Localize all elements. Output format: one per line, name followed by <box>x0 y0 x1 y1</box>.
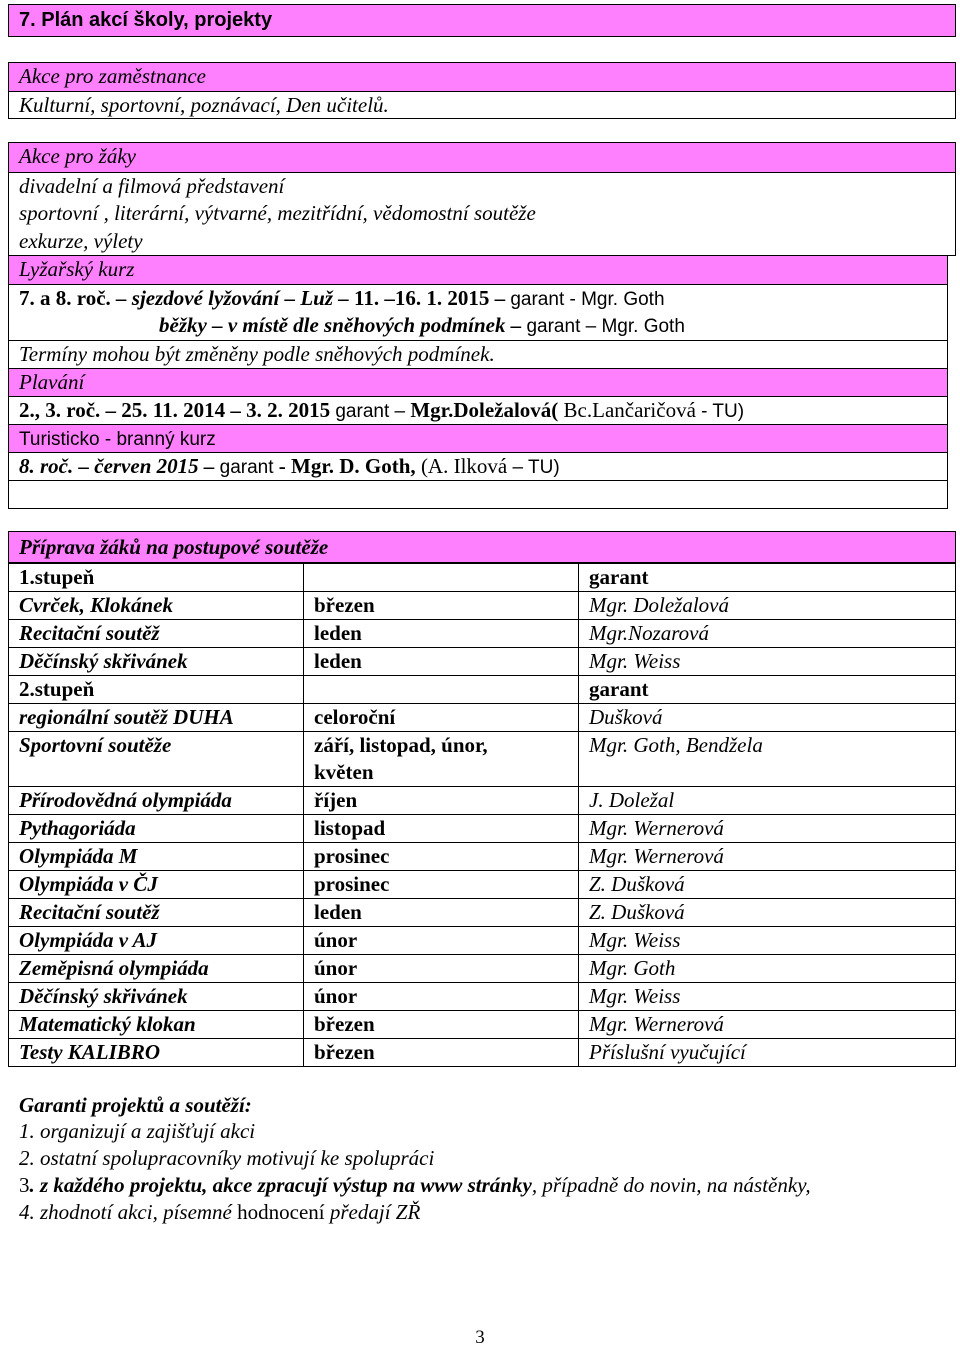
competition-name-text: Děčínský skřivánek <box>19 984 188 1008</box>
prep-header <box>8 531 956 563</box>
tour-course-dates: 8. roč. – červen 2015 – <box>19 454 220 478</box>
competition-month-text: leden <box>314 900 362 924</box>
competition-name <box>9 927 304 955</box>
competition-name <box>9 648 304 676</box>
ski-course-title: Lyžařský kurz <box>9 256 947 284</box>
swim-course-line <box>9 396 947 424</box>
competition-name-text: Děčínský skřivánek <box>19 649 188 673</box>
staff-events-box <box>8 62 956 119</box>
staff-events-title: Akce pro zaměstnance <box>9 63 955 91</box>
competition-garant-text: Mgr. Weiss <box>589 649 681 673</box>
table-row <box>9 1039 956 1067</box>
competition-garant-text: Z. Dušková <box>589 872 685 896</box>
tour-course-title-text: Turisticko - branný kurz <box>19 429 216 450</box>
competition-month <box>304 815 579 843</box>
table-row <box>9 899 956 927</box>
tour-course-title <box>9 424 947 452</box>
competition-name-text: Olympiáda v AJ <box>19 928 158 952</box>
competition-month <box>304 620 579 648</box>
guarantors-item4-b: hodnocení <box>237 1200 325 1224</box>
ski-course-dates: 11. –16. 1. 2015 – <box>354 286 511 310</box>
ski-course-garant2: garant – Mgr. Goth <box>526 316 685 337</box>
pupil-events-line: exkurze, výlety <box>19 229 143 253</box>
competition-garant-text: garant <box>589 677 649 701</box>
section-heading: 7. Plán akcí školy, projekty <box>8 4 956 37</box>
competition-month <box>304 1039 579 1067</box>
swim-course-tu: - TU) <box>695 401 745 422</box>
competition-garant <box>579 871 956 899</box>
swim-course-dates: 2., 3. roč. – 25. 11. 2014 – 3. 2. 2015 <box>19 398 336 422</box>
competition-garant <box>579 1011 956 1039</box>
competition-garant <box>579 704 956 732</box>
table-row <box>9 1011 956 1039</box>
guarantors-item3-bold: . z každého projektu, akce zpracují výstup na www stránky <box>29 1173 532 1197</box>
guarantors-title: Garanti projektů a soutěží: <box>19 1093 252 1117</box>
competition-month-text: prosinec <box>314 844 390 868</box>
competition-name <box>9 1011 304 1039</box>
competition-name-text: 1.stupeň <box>19 565 95 589</box>
competition-month-text: celoroční <box>314 705 396 729</box>
competition-garant-text: Mgr. Wernerová <box>589 844 724 868</box>
ski-course-grades: 7. a 8. roč. <box>19 286 111 310</box>
competition-month-text: září, listopad, únor, <box>314 733 488 757</box>
competition-month <box>304 955 579 983</box>
competition-garant <box>579 815 956 843</box>
competition-garant <box>579 620 956 648</box>
competition-name <box>9 592 304 620</box>
competition-month-text-2: květen <box>314 760 374 784</box>
competition-month <box>304 1011 579 1039</box>
pupil-events-line: sportovní , literární, výtvarné, mezitřídní, vědomostní soutěže <box>19 201 536 225</box>
table-row <box>9 648 956 676</box>
table-row <box>9 843 956 871</box>
competition-name <box>9 983 304 1011</box>
competition-month-text: únor <box>314 928 358 952</box>
competition-garant <box>579 676 956 704</box>
table-row <box>9 815 956 843</box>
competition-month-text: leden <box>314 649 362 673</box>
competition-name-text: regionální soutěž DUHA <box>19 705 234 729</box>
competition-month-text: březen <box>314 593 375 617</box>
competition-garant <box>579 843 956 871</box>
competition-garant-text: Mgr.Nozarová <box>589 621 709 645</box>
competition-month <box>304 787 579 815</box>
competitions-table <box>8 563 956 1067</box>
competition-name-text: Olympiáda M <box>19 844 138 868</box>
table-row <box>9 732 956 787</box>
competition-name <box>9 732 304 787</box>
table-row <box>9 592 956 620</box>
pupil-events-line: divadelní a filmová představení <box>9 172 955 200</box>
swim-course-teacher-name: Mgr.Doležalová( <box>410 398 564 422</box>
swim-course-teacher <box>410 398 563 422</box>
guarantors-item4-a: 4. zhodnotí akci, písemné <box>19 1200 238 1224</box>
competition-garant-text: Mgr. Wernerová <box>589 816 724 840</box>
guarantors-item: 2. ostatní spolupracovníky motivují ke spolupráci <box>19 1146 435 1170</box>
page-number: 3 <box>475 1327 485 1348</box>
table-row <box>9 787 956 815</box>
ski-course-note: Termíny mohou být změněny podle sněhových podmínek. <box>9 340 947 368</box>
competition-month <box>304 843 579 871</box>
competition-month-text: leden <box>314 621 362 645</box>
competition-garant-text: garant <box>589 565 649 589</box>
competition-garant <box>579 732 956 787</box>
competition-name <box>9 620 304 648</box>
table-row <box>9 871 956 899</box>
competition-month <box>304 564 579 592</box>
competition-month <box>304 592 579 620</box>
competition-month-text: listopad <box>314 816 386 840</box>
guarantors-item4 <box>19 1199 420 1225</box>
competition-name-text: Olympiáda v ČJ <box>19 872 158 896</box>
competition-garant-text: Z. Dušková <box>589 900 685 924</box>
competition-month <box>304 704 579 732</box>
table-row <box>9 620 956 648</box>
competition-garant <box>579 564 956 592</box>
table-row <box>9 983 956 1011</box>
competition-garant-text: Dušková <box>589 705 663 729</box>
competition-month-text: březen <box>314 1012 375 1036</box>
competition-month-text: březen <box>314 1040 375 1064</box>
swim-course-title-bc: Bc. <box>563 398 593 422</box>
staff-events-text: Kulturní, sportovní, poznávací, Den učitelů. <box>9 91 955 119</box>
guarantors-item: 1. organizují a zajišťují akci <box>19 1119 256 1143</box>
competition-garant-text: Mgr. Weiss <box>589 984 681 1008</box>
guarantors-item4-c: předají ZŘ <box>324 1200 421 1224</box>
competition-garant-text: Mgr. Wernerová <box>589 1012 724 1036</box>
ski-course-type: – sjezdové lyžování – Luž – <box>110 286 354 310</box>
guarantors-item3 <box>19 1172 811 1198</box>
competition-month <box>304 871 579 899</box>
competition-name <box>9 843 304 871</box>
guarantors-item3-num: 3 <box>19 1173 30 1197</box>
tour-course-instructor: Ilková <box>453 454 508 478</box>
competition-name-text: Sportovní soutěže <box>19 733 172 757</box>
competition-garant-text: J. Doležal <box>589 788 675 812</box>
tour-course-garant: - Mgr. D. Goth, <box>278 454 421 478</box>
competition-name-text: Matematický klokan <box>19 1012 196 1036</box>
competition-month <box>304 899 579 927</box>
competition-garant <box>579 787 956 815</box>
competition-month-text: únor <box>314 956 358 980</box>
competition-garant <box>579 592 956 620</box>
competition-name <box>9 704 304 732</box>
competition-name <box>9 787 304 815</box>
competition-name-text: Cvrček, Klokánek <box>19 593 173 617</box>
competition-month <box>304 927 579 955</box>
competition-garant-text: Mgr. Goth <box>589 956 676 980</box>
competition-name-text: Recitační soutěž <box>19 621 160 645</box>
table-section-header <box>9 676 956 704</box>
competition-name-text: Zeměpisná olympiáda <box>19 956 209 980</box>
competition-name-text: 2.stupeň <box>19 677 95 701</box>
competition-garant-text: Mgr. Doležalová <box>589 593 729 617</box>
competition-month-text: únor <box>314 984 358 1008</box>
swim-course-title: Plavání <box>9 368 947 396</box>
competition-garant <box>579 983 956 1011</box>
table-row <box>9 927 956 955</box>
courses-empty-row <box>9 480 947 509</box>
swim-course-instructor: Lančaričová <box>592 398 696 422</box>
competition-garant <box>579 1039 956 1067</box>
competition-garant-text: Příslušní vyučující <box>589 1040 746 1064</box>
competition-name <box>9 871 304 899</box>
competition-garant-text: Mgr. Goth, Bendžela <box>589 733 763 757</box>
competition-name <box>9 564 304 592</box>
table-row <box>9 704 956 732</box>
prep-header-title: Příprava žáků na postupové soutěže <box>19 535 329 559</box>
tour-course-tu: – TU) <box>507 457 560 478</box>
tour-course-garant-label: garant <box>219 457 279 478</box>
courses-box <box>8 255 948 509</box>
guarantors-item3-rest: , případně do novin, na nástěnky, <box>531 1173 811 1197</box>
competition-name-text: Recitační soutěž <box>19 900 160 924</box>
pupil-events-title: Akce pro žáky <box>9 143 955 172</box>
tour-course-line <box>9 452 947 480</box>
swim-course-garant-label: garant – <box>335 401 411 422</box>
ski-course-line2 <box>9 312 947 340</box>
competition-garant <box>579 648 956 676</box>
competition-name <box>9 676 304 704</box>
ski-course-crosscountry: běžky – <box>159 313 228 337</box>
pupil-events-box <box>8 142 956 256</box>
competition-name-text: Přírodovědná olympiáda <box>19 788 232 812</box>
ski-course-line1 <box>9 284 947 312</box>
table-row <box>9 955 956 983</box>
competition-month <box>304 732 579 787</box>
competition-garant <box>579 927 956 955</box>
competition-name-text: Pythagoriáda <box>19 816 136 840</box>
ski-course-garant: garant - Mgr. Goth <box>510 289 665 310</box>
table-section-header <box>9 564 956 592</box>
competition-month-text: říjen <box>314 788 358 812</box>
competition-garant <box>579 955 956 983</box>
competition-month-text: prosinec <box>314 872 390 896</box>
competition-garant-text: Mgr. Weiss <box>589 928 681 952</box>
competition-name <box>9 955 304 983</box>
competition-name-text: Testy KALIBRO <box>19 1040 160 1064</box>
tour-course-instructor-open: (A. <box>420 454 454 478</box>
competition-name <box>9 815 304 843</box>
competition-name <box>9 899 304 927</box>
competitions-table-body <box>9 564 956 1067</box>
competition-month <box>304 676 579 704</box>
competition-name <box>9 1039 304 1067</box>
ski-course-location: v místě dle sněhových podmínek – <box>227 313 527 337</box>
competition-month <box>304 648 579 676</box>
competition-month <box>304 983 579 1011</box>
competition-garant <box>579 899 956 927</box>
